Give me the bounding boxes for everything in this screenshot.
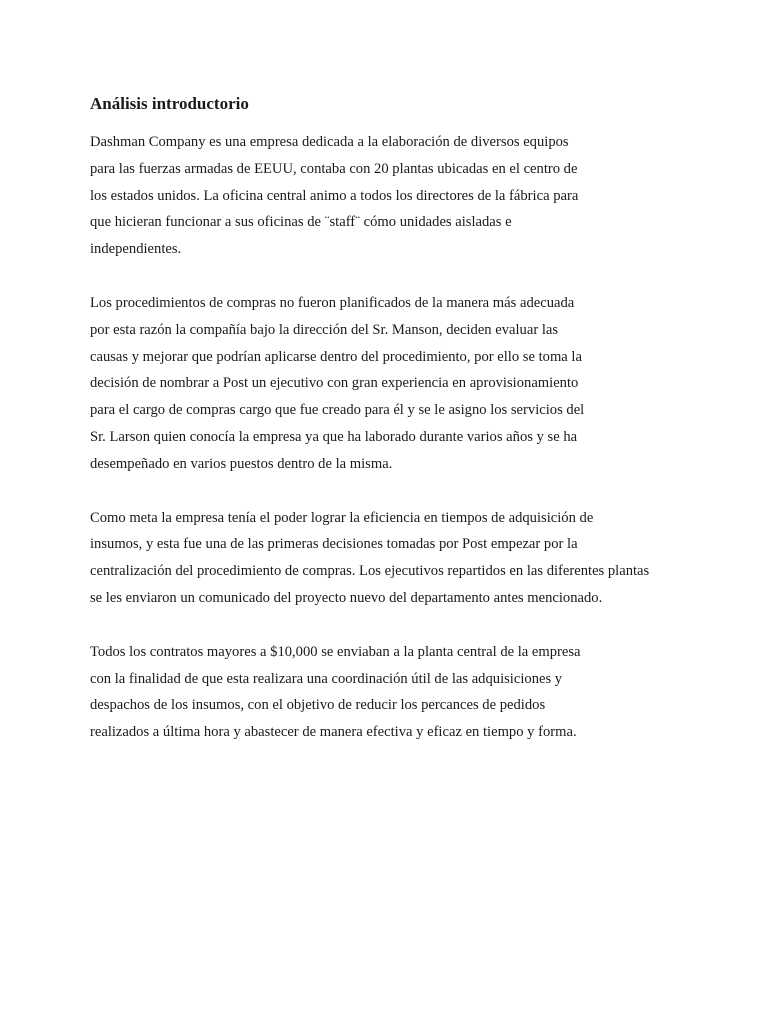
text-line: Todos los contratos mayores a $10,000 se enviaban a la planta central de la empresa — [90, 643, 581, 660]
text-line: Los procedimientos de compras no fueron planificados de la manera más adecuada — [90, 294, 575, 311]
text-line: Dashman Company es una empresa dedicada a la elaboración de diversos equipos — [90, 134, 569, 150]
paragraph-2 — [90, 290, 680, 478]
text-line: se les enviaron un comunicado del proyecto nuevo del departamento antes mencionado. — [90, 589, 603, 606]
text-line: por esta razón la compañía bajo la dirección del Sr. Manson, deciden evaluar las — [90, 321, 559, 338]
text-line: causas y mejorar que podrían aplicarse dentro del procedimiento, por ello se toma la — [90, 348, 582, 365]
text-line: Como meta la empresa tenía el poder lograr la eficiencia en tiempos de adquisición de — [90, 509, 594, 526]
text-line: decisión de nombrar a Post un ejecutivo con gran experiencia en aprovisionamiento — [90, 375, 579, 392]
text-line: desempeñado en varios puestos dentro de la misma. — [90, 455, 393, 472]
text-line: Sr. Larson quien conocía la empresa ya que ha laborado durante varios años y se ha — [90, 428, 578, 445]
text-line: con la finalidad de que esta realizara una coordinación útil de las adquisiciones y — [90, 670, 563, 687]
text-line: centralización del procedimiento de compras. Los ejecutivos repartidos en las diferentes plantas — [90, 563, 650, 580]
text-line: realizados a última hora y abastecer de manera efectiva y eficaz en tiempo y forma. — [90, 724, 577, 741]
text-line: para las fuerzas armadas de EEUU, contaba con 20 plantas ubicadas en el centro de — [90, 160, 578, 177]
text-line: para el cargo de compras cargo que fue creado para él y se le asigno los servicios del — [90, 402, 585, 419]
section-heading: Análisis introductorio — [90, 94, 249, 113]
paragraph-4 — [90, 639, 680, 746]
text-line: insumos, y esta fue una de las primeras decisiones tomadas por Post empezar por la — [90, 536, 578, 553]
document-body — [90, 93, 680, 773]
paragraph-1 — [90, 129, 680, 263]
text-line: despachos de los insumos, con el objetivo de reducir los percances de pedidos — [90, 697, 546, 714]
text-line: los estados unidos. La oficina central animo a todos los directores de la fábrica para — [90, 187, 579, 204]
paragraph-3 — [90, 505, 680, 612]
text-line: independientes. — [90, 241, 182, 258]
text-line: que hicieran funcionar a sus oficinas de ¨staff¨ cómo unidades aisladas e — [90, 214, 512, 231]
